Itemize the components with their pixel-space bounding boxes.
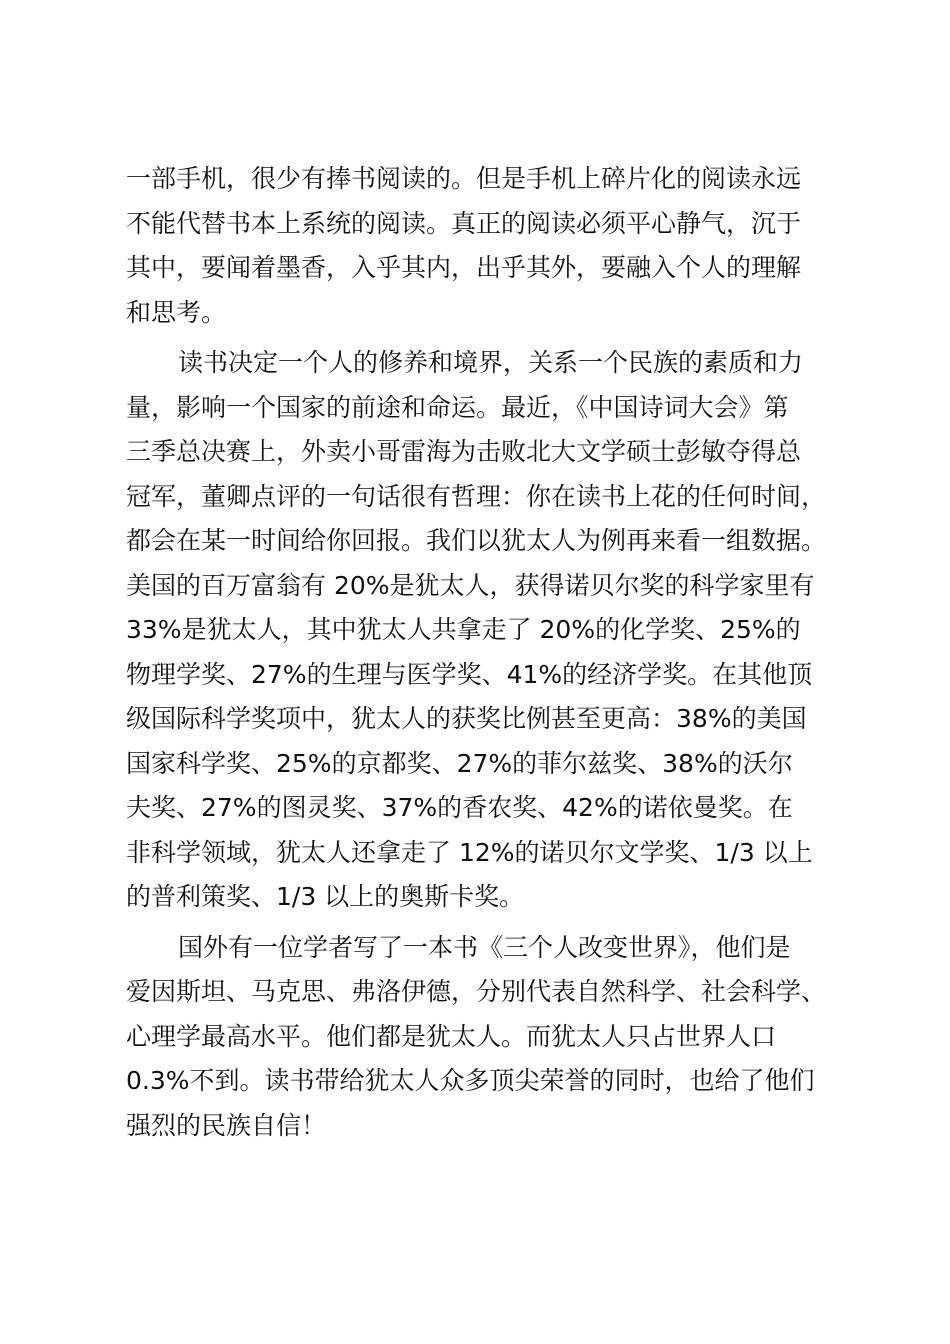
- paragraph-2: [126, 341, 856, 920]
- text-line: 夫奖、27%的图灵奖、37%的香农奖、42%的诺依曼奖。在: [126, 793, 793, 822]
- text-line: 不能代替书本上系统的阅读。真正的阅读必须平心静气，沉于: [126, 208, 802, 238]
- text-line: 和思考。: [126, 297, 227, 327]
- document-body: [126, 157, 856, 1154]
- text-line: 国外有一位学者写了一本书《三个人改变世界》，他们是: [178, 932, 791, 962]
- paragraph-1: [126, 157, 856, 335]
- text-line: 33%是犹太人，其中犹太人共拿走了 20%的化学奖、25%的: [126, 615, 801, 644]
- text-line: 三季总决赛上，外卖小哥雷海为击败北大文学硕士彭敏夺得总: [126, 437, 802, 466]
- text-line: 美国的百万富翁有 20%是犹太人，获得诺贝尔奖的科学家里有: [126, 570, 815, 600]
- text-line: 级国际科学奖项中，犹太人的获奖比例甚至更高：38%的美国: [126, 704, 807, 733]
- text-line: 非科学领域，犹太人还拿走了 12%的诺贝尔文学奖、1/3 以上: [126, 837, 813, 867]
- text-line: 冠军，董卿点评的一句话很有哲理：你在读书上花的任何时间，: [126, 481, 827, 511]
- text-line: 其中，要闻着墨香，入乎其内，出乎其外，要融入个人的理解: [126, 253, 802, 282]
- text-line: 都会在某一时间给你回报。我们以犹太人为例再来看一组数据。: [126, 526, 827, 555]
- text-line: 读书决定一个人的修养和境界，关系一个民族的素质和力: [178, 348, 804, 377]
- text-line: 爱因斯坦、马克思、弗洛伊德，分别代表自然科学、社会科学、: [126, 977, 827, 1006]
- text-line: 的普利策奖、1/3 以上的奥斯卡奖。: [126, 882, 525, 911]
- text-line: 心理学最高水平。他们都是犹太人。而犹太人只占世界人口: [126, 1021, 777, 1051]
- text-line: 0.3%不到。读书带给犹太人众多顶尖荣誉的同时，也给了他们: [126, 1066, 815, 1095]
- text-line: 强烈的民族自信！: [126, 1110, 327, 1140]
- text-line: 一部手机，很少有捧书阅读的。但是手机上碎片化的阅读永远: [126, 164, 802, 193]
- text-line: 物理学奖、27%的生理与医学奖、41%的经济学奖。在其他顶: [126, 659, 813, 689]
- text-line: 量，影响一个国家的前途和命运。最近，《中国诗词大会》第: [126, 392, 789, 422]
- paragraph-3: [126, 926, 856, 1149]
- text-line: 国家科学奖、25%的京都奖、27%的菲尔兹奖、38%的沃尔: [126, 748, 793, 778]
